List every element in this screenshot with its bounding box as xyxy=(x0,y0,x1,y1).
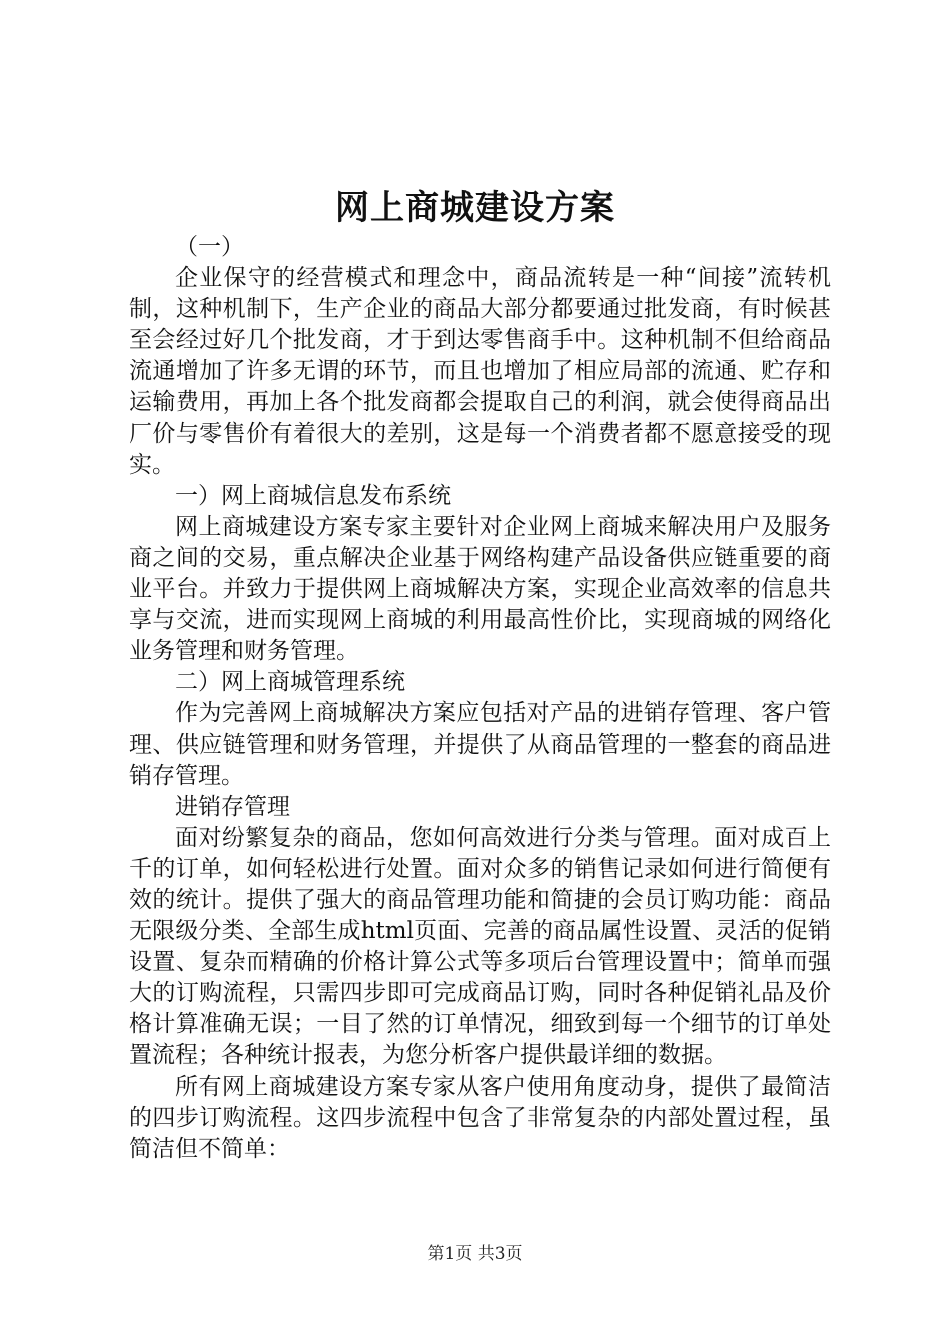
subsection-heading: 进销存管理 xyxy=(175,793,290,820)
page-footer: 第1页 共3页 xyxy=(427,1244,523,1264)
paragraph: 面对纷繁复杂的商品，您如何高效进行分类与管理。面对成百上千的订单，如何轻松进行处置。面对众多的销售记录如何进行简便有效的统计。提供了强大的商品管理功能和简捷的会员订购功能：商品无限级分类、全部生成html页面、完善的商品属性设置、灵活的促销设置、复杂而精确的价格计算公式等多项后台管理设置中；简单而强大的订购流程，只需四步即可完成商品订购，同时各种促销礼品及价格计算准确无误；一目了然的订单情况，细致到每一个细节的订单处置流程；各种统计报表，为您分析客户提供最详细的数据。 xyxy=(129,824,831,1069)
paragraph: 所有网上商城建设方案专家从客户使用角度动身，提供了最简洁的四步订购流程。这四步流程中包含了非常复杂的内部处置过程，虽简洁但不简单： xyxy=(129,1073,831,1162)
section-heading: 二）网上商城管理系统 xyxy=(175,669,405,696)
paragraph: 网上商城建设方案专家主要针对企业网上商城来解决用户及服务商之间的交易，重点解决企业基于网络构建产品设备供应链重要的商业平台。并致力于提供网上商城解决方案，实现企业高效率的信息共享与交流，进而实现网上商城的利用最高性价比，实现商城的网络化业务管理和财务管理。 xyxy=(129,513,831,665)
document-body xyxy=(129,232,831,1165)
document-title: 网上商城建设方案 xyxy=(335,188,615,228)
paragraph: 企业保守的经营模式和理念中，商品流转是一种“间接”流转机制，这种机制下，生产企业的商品大部分都要通过批发商，有时候甚至会经过好几个批发商，才于到达零售商手中。这种机制不但给商品流通增加了许多无谓的环节，而且也增加了相应局部的流通、贮存和运输费用，再加上各个批发商都会提取自己的利润，就会使得商品出厂价与零售价有着很大的差别，这是每一个消费者都不愿意接受的现实。 xyxy=(129,265,831,478)
section-heading: 一）网上商城信息发布系统 xyxy=(175,482,451,509)
paragraph: 作为完善网上商城解决方案应包括对产品的进销存管理、客户管理、供应链管理和财务管理，并提供了从商品管理的一整套的商品进销存管理。 xyxy=(129,700,831,789)
section-marker: （一） xyxy=(175,234,244,260)
